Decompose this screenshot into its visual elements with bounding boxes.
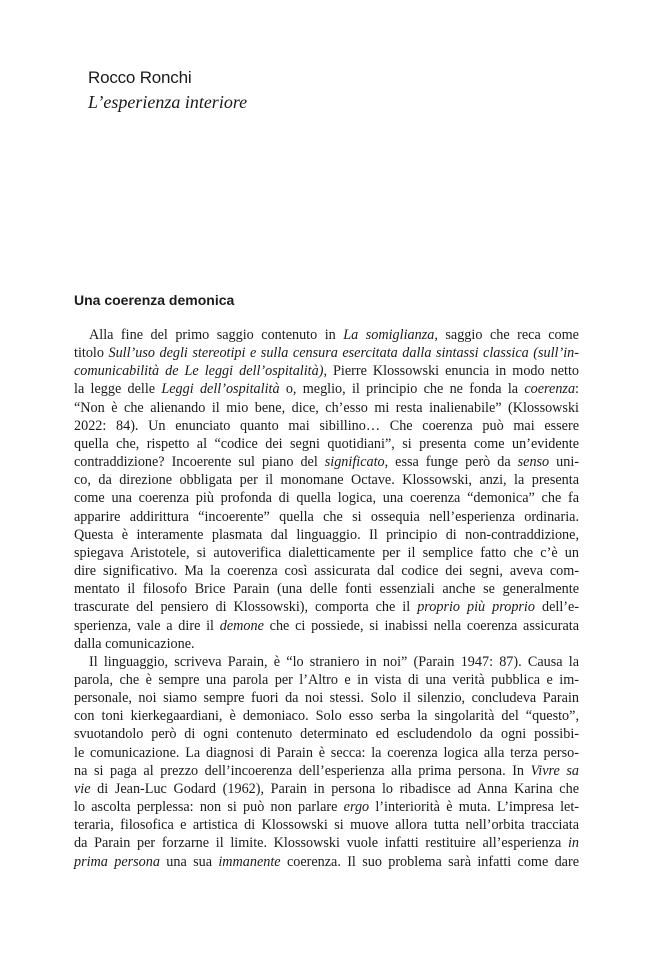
- italic-run: comunicabilità de Le leggi dell’ospitalità): [74, 363, 324, 380]
- text-line: [74, 853, 579, 871]
- text-line: [74, 834, 579, 852]
- text-run: dalla comunicazione.: [74, 635, 195, 652]
- italic-run: ergo: [343, 799, 370, 816]
- text-run: apparire addirittura “incoerente” quella che si ossequia nell’esperienza ordinaria.: [74, 508, 579, 525]
- text-run: sperienza, vale a dire il: [74, 617, 220, 634]
- text-run: mentato il filosofo Brice Parain (una delle fonti essenziali anche se generalmente: [74, 581, 579, 598]
- text-line: [74, 762, 579, 780]
- italic-run: La somiglianza: [343, 327, 435, 343]
- text-line: [74, 435, 579, 453]
- text-run: , essa funge però da: [384, 454, 518, 471]
- text-run: coerenza. Il suo problema sarà infatti come dare: [280, 853, 579, 870]
- italic-run: in: [567, 835, 579, 852]
- text-run: teraria, filosofica e artistica di Klossowski si muove allora tutta nell’orbita tracciata: [74, 817, 579, 834]
- text-line: [74, 344, 579, 362]
- text-line: [74, 653, 579, 671]
- text-run: lo ascolta perplessa: non si può non parlare: [74, 799, 344, 816]
- text-line: [74, 508, 579, 526]
- text-run: na si paga al prezzo dell’incoerenza dell’esperienza alla prima persona. In: [74, 762, 531, 779]
- text-run: co, da direzione obbligata per il monomane Octave. Klossowski, anzi, la presenta: [74, 472, 579, 489]
- text-run: spiegava Aristotele, si autoverifica dialetticamente per il semplice fatto che c’è un: [74, 544, 579, 561]
- italic-run: vie: [74, 780, 91, 797]
- text-line: [74, 635, 579, 653]
- text-run: da Parain per forzarne il limite. Klossowski vuole infatti restituire all’esperienza: [74, 835, 568, 852]
- text-line: [74, 707, 579, 725]
- text-line: [74, 744, 579, 762]
- essay-title: L’esperienza interiore: [88, 92, 248, 112]
- italic-run: significato: [324, 454, 385, 471]
- text-run: contraddizione? Incoerente sul piano del: [74, 454, 325, 471]
- text-line: [74, 598, 579, 616]
- text-line: [74, 544, 579, 562]
- text-line: [74, 562, 579, 580]
- text-line: [74, 580, 579, 598]
- text-run: le comunicazione. La diagnosi di Parain è secca: la coerenza logica alla terza perso-: [74, 744, 579, 761]
- text-run: l’interiorità è muta. L’impresa let-: [369, 799, 579, 816]
- text-line: [74, 671, 579, 689]
- text-line: [74, 453, 579, 471]
- text-line: [74, 326, 579, 344]
- text-line: [74, 380, 579, 398]
- text-run: dire significativo. Ma la coerenza così assicurata dal codice dei segni, aveva com-: [74, 563, 579, 580]
- italic-run: coerenza: [524, 381, 576, 398]
- text-line: [74, 399, 579, 417]
- text-run: con toni kierkegaardiani, è demoniaco. Solo esso serba la singolarità del “questo”,: [74, 708, 579, 725]
- text-run: Alla fine del primo saggio contenuto in: [89, 327, 344, 343]
- text-run: personale, noi siamo sempre fuori da noi stessi. Solo il silenzio, concludeva Parain: [74, 690, 579, 707]
- italic-run: senso: [517, 454, 550, 471]
- text-line: [74, 689, 579, 707]
- text-run: 2022: 84). Un enunciato quanto mai sibillino… Che coerenza può mai essere: [74, 417, 579, 434]
- paragraph: [74, 653, 579, 871]
- author-name: Rocco Ronchi: [88, 68, 192, 87]
- text-line: [74, 780, 579, 798]
- text-run: , saggio che reca come: [434, 327, 579, 343]
- italic-run: demone: [219, 617, 264, 634]
- text-run: Questa è interamente plasmata dal linguaggio. Il principio di non-contraddizione,: [74, 526, 579, 543]
- text-line: [74, 816, 579, 834]
- text-run: uni-: [549, 454, 579, 471]
- section-heading: Una coerenza demonica: [74, 292, 235, 308]
- text-run: dell’e-: [534, 599, 580, 616]
- text-run: :: [575, 381, 579, 398]
- italic-run: proprio più proprio: [417, 599, 535, 616]
- italic-run: immanente: [218, 853, 281, 870]
- italic-run: Sull’uso degli stereotipi e sulla censura esercitata dalla sintassi classica (sull’in-: [108, 345, 579, 362]
- text-line: [74, 417, 579, 435]
- text-run: parola, che è sempre una parola per l’Altro e in vista di una verità pubblica e im-: [74, 671, 579, 688]
- text-run: che ci possiede, si inabissi nella coerenza assicurata: [263, 617, 579, 634]
- text-run: la legge delle: [74, 381, 162, 398]
- italic-run: prima persona: [74, 853, 160, 870]
- text-run: Il linguaggio, scriveva Parain, è “lo straniero in noi” (Parain 1947: 87). Causa la: [89, 653, 579, 670]
- body-text: [74, 326, 579, 871]
- text-run: o, meglio, il principio che ne fonda la: [279, 381, 525, 398]
- text-run: come una coerenza più profonda di quella logica, una coerenza “demonica” che fa: [74, 490, 579, 507]
- text-line: [74, 798, 579, 816]
- text-run: trascurate del pensiero di Klossowski), comporta che il: [74, 599, 418, 616]
- italic-run: Vivre sa: [530, 762, 579, 779]
- text-run: svuotandolo però di ogni contenuto determinato ed escludendolo da ogni possibi-: [74, 726, 579, 743]
- text-line: [74, 526, 579, 544]
- text-line: [74, 489, 579, 507]
- italic-run: Leggi dell’ospitalità: [161, 381, 280, 398]
- text-run: , Pierre Klossowski enuncia in modo netto: [323, 363, 579, 380]
- paragraph: [74, 326, 579, 653]
- text-run: quella che, rispetto al “codice dei segni quotidiani”, si presenta come un’evidente: [74, 435, 579, 452]
- text-line: [74, 725, 579, 743]
- text-run: di Jean-Luc Godard (1962), Parain in persona lo ribadisce ad Anna Karina che: [90, 780, 579, 797]
- text-line: [74, 362, 579, 380]
- text-run: titolo: [74, 345, 109, 362]
- text-line: [74, 617, 579, 635]
- text-run: “Non è che alienando il mio bene, dice, ch’esso mi resta inalienabile” (Klossowski: [74, 399, 579, 416]
- text-run: una sua: [159, 853, 219, 870]
- text-line: [74, 471, 579, 489]
